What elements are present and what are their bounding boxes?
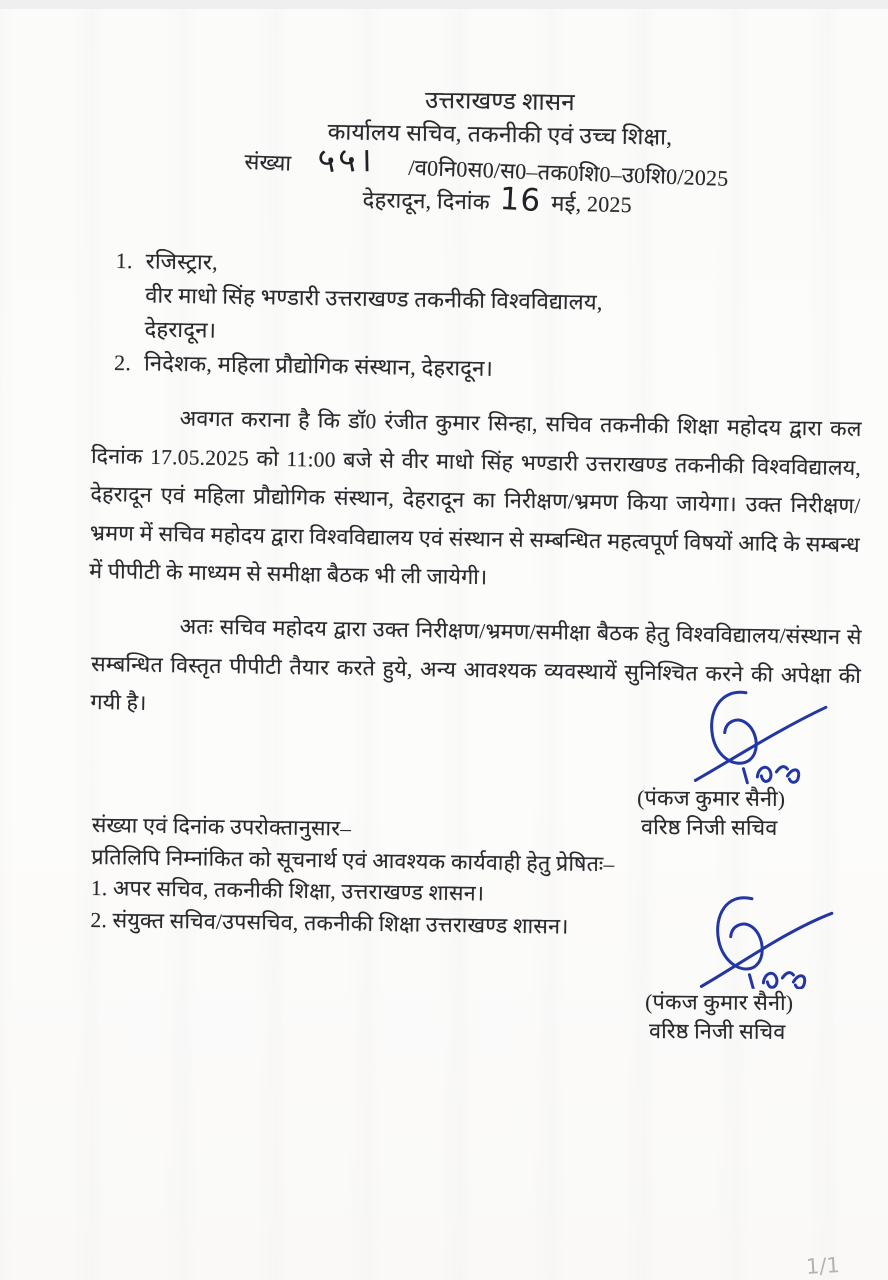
place-date-prefix: देहरादून, दिनांक <box>362 186 491 215</box>
signatory-name: (पंकज कुमार सैनी) <box>645 989 794 1016</box>
addressee-list <box>114 244 860 392</box>
handwritten-date: 16 <box>498 180 543 220</box>
letter-office-line: कार्यालय सचिव, तकनीकी एवं उच्च शिक्षा, <box>327 119 673 150</box>
handwritten-letter-number: ५५। <box>317 140 375 182</box>
signature-block-secondary <box>645 892 876 1048</box>
addressee-line: वीर माधो सिंह भण्डारी उत्तराखण्ड तकनीकी विश्वविद्यालय, <box>145 282 603 315</box>
letter-place-date-line <box>362 180 633 220</box>
signature-ink-scribble <box>659 688 832 785</box>
addressee-index: 2. <box>113 349 132 376</box>
copy-heading-number-date: संख्या एवं दिनांक उपरोक्तानुसार– <box>91 812 352 841</box>
copy-heading-forwarded: प्रतिलिपि निम्नांकित को सूचनार्थ एवं आवश्यक कार्यवाही हेतु प्रेषितः– <box>91 844 615 876</box>
signatory-designation: वरिष्ठ निजी सचिव <box>640 815 778 840</box>
copy-recipient-item: 2. संयुक्त सचिव/उपसचिव, तकनीकी शिक्षा उत्तराखण्ड शासन। <box>90 907 569 939</box>
signatory-designation: वरिष्ठ निजी सचिव <box>648 1019 786 1044</box>
place-date-suffix: मई, 2025 <box>551 190 633 218</box>
copy-distribution-section <box>90 810 732 945</box>
addressee-title: रजिस्ट्रार, <box>145 248 218 275</box>
letter-number-reference: /व0नि0स0/स0–तक0शि0–उ0शि0/2025 <box>407 154 729 191</box>
signatory-name: (पंकज कुमार सैनी) <box>637 785 786 812</box>
addressee-line: देहरादून। <box>144 316 217 343</box>
letter-govt-title: उत्तराखण्ड शासन <box>424 87 576 117</box>
scan-edge-strip <box>0 0 888 9</box>
page-number: 1/1 <box>805 1253 841 1279</box>
copy-recipient-item: 1. अपर सचिव, तकनीकी शिक्षा, उत्तराखण्ड शासन। <box>90 875 485 906</box>
signature-ink-scribble <box>667 892 840 989</box>
body-paragraph-2: अतः सचिव महोदय द्वारा उक्त निरीक्षण/भ्रमण/समीक्षा बैठक हेतु विश्वविद्यालय/संस्थान से सम्बन्धित विस्तृत पीपीटी तैयार करते हुये, अन्य आवश्यक व्यवस्थायें सुनिश्चित करने की अपेक्षा की गयी है। <box>90 614 862 715</box>
addressee-index: 1. <box>115 247 133 274</box>
addressee-title: निदेशक, महिला प्रौद्योगिक संस्थान, देहरादून। <box>143 350 494 381</box>
letter-number-prefix: संख्या <box>244 148 292 176</box>
body-paragraph-1: अवगत कराना है कि डॉ0 रंजीत कुमार सिन्हा, सचिव तकनीकी शिक्षा महोदय द्वारा कल दिनांक 17.05.2025 को 11:00 बजे से वीर माधो सिंह भण्डारी उत्तराखण्ड तकनीकी विश्वविद्यालय, देहरादून एवं महिला प्रौद्योगिक संस्थान, देहरादून का निरीक्षण/भ्रमण किया जायेगा। उक्त निरीक्षण/भ्रमण में सचिव महोदय द्वारा विश्वविद्यालय एवं संस्थान से सम्बन्धित महत्वपूर्ण विषयों आदि के सम्बन्ध में पीपीटी के माध्यम से समीक्षा बैठक भी ली जायेगी। <box>89 406 862 590</box>
